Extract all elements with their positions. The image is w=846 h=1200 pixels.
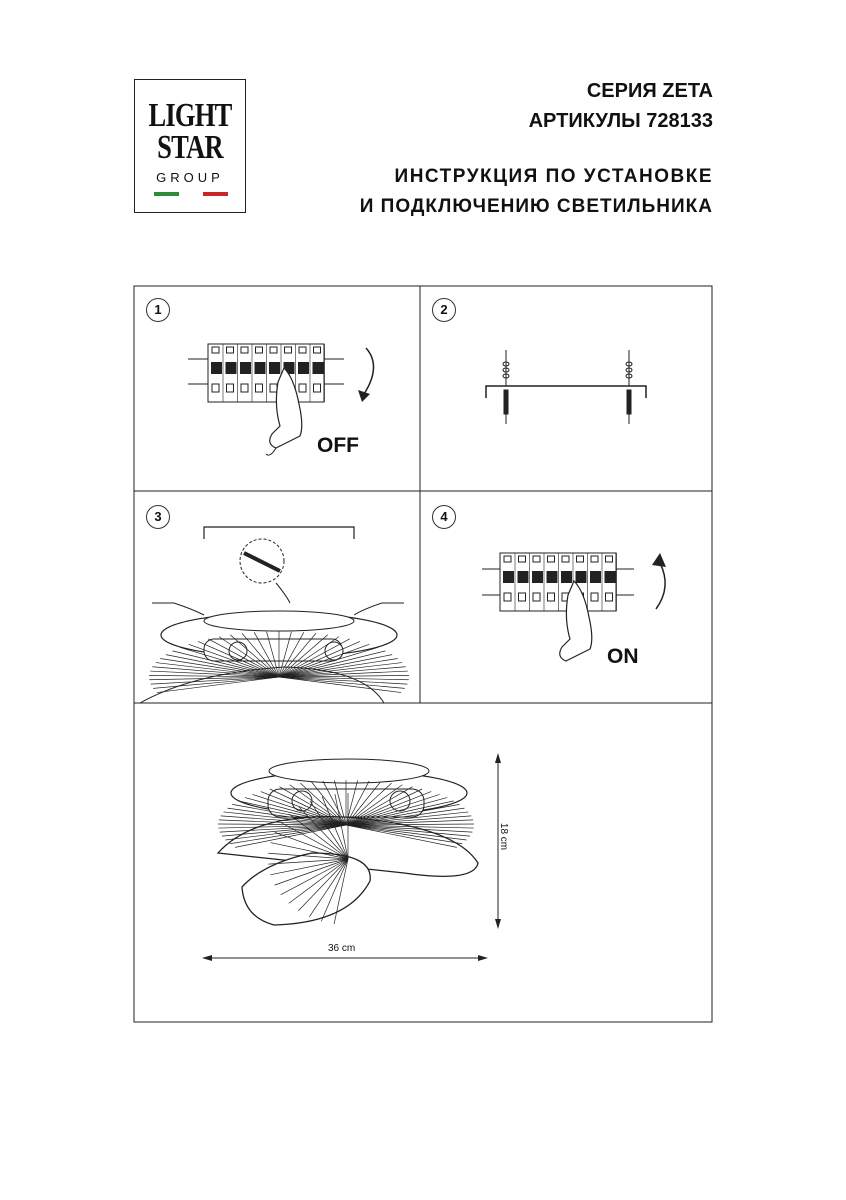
flag-red [203,192,228,196]
breaker-on-illustration [420,491,712,703]
lamp-dimensions-illustration [134,703,712,1022]
instruction-title-line1: ИНСТРУКЦИЯ ПО УСТАНОВКЕ [394,166,713,187]
step-3-panel [134,491,420,703]
step-1-number: 1 [146,298,170,322]
italian-flag-stripe [154,192,228,196]
logo-text-group: GROUP [156,170,224,185]
brand-logo [134,79,246,213]
width-dimension-label: 36 cm [328,943,356,954]
step-2-panel [420,286,712,491]
dimensions-panel [134,703,712,1022]
flag-white [179,192,204,196]
logo-text-light: LIGHT [148,97,232,134]
wiring-mounting-illustration [134,491,420,703]
instruction-title-line2: И ПОДКЛЮЧЕНИЮ СВЕТИЛЬНИКА [359,196,713,217]
step-2-number: 2 [432,298,456,322]
step-3-number: 3 [146,505,170,529]
article-number: АРТИКУЛЫ 728133 [528,110,713,132]
mounting-bracket-illustration [420,286,712,491]
step-4-caption: ON [607,645,639,668]
step-4-number: 4 [432,505,456,529]
series-title: СЕРИЯ ZETA [586,80,713,102]
step-1-panel [134,286,420,491]
flag-green [154,192,179,196]
height-dimension-label: 18 cm [498,822,510,851]
step-1-caption: OFF [317,434,359,457]
logo-text-star: STAR [157,129,223,166]
breaker-off-illustration [134,286,420,491]
step-4-panel [420,491,712,703]
